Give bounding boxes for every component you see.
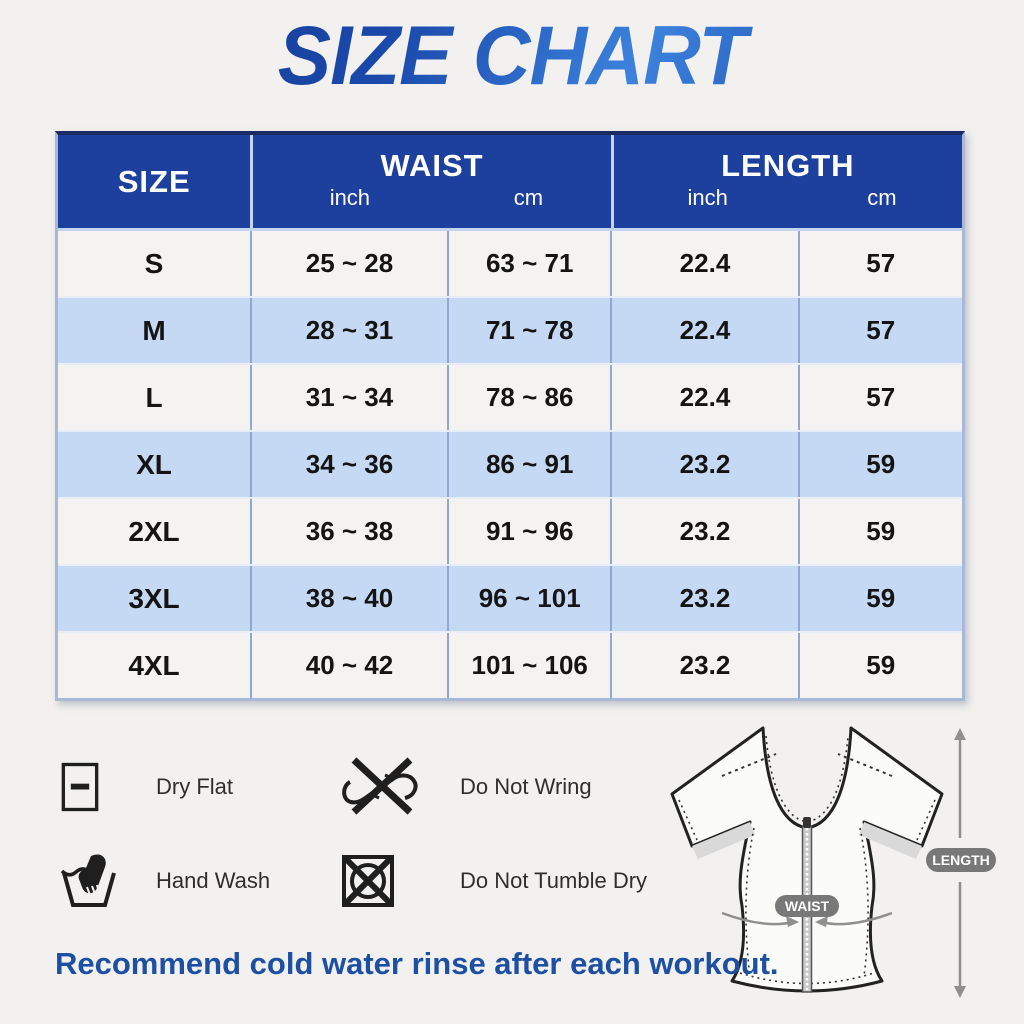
cell-waist-cm: 63 ~ 71 [449,231,610,296]
page-title: SIZE CHART [0,8,1024,104]
length-inch-label: inch [687,185,728,210]
cell-waist-cm: 86 ~ 91 [449,432,610,497]
waist-pill [775,895,839,917]
size-table [55,131,965,701]
do-not-wring-icon [338,754,460,820]
table-row-xl [58,430,962,497]
cell-length-inch: 22.4 [612,231,797,296]
cell-size: 4XL [58,633,250,698]
cell-size: 3XL [58,566,250,631]
cell-waist-inch: 25 ~ 28 [252,231,447,296]
table-row-3xl [58,564,962,631]
column-header-waist [253,135,610,228]
cell-size: XL [58,432,250,497]
table-row-4xl [58,631,962,698]
care-item-dry-flat [60,748,338,826]
cell-size: L [58,365,250,430]
cell-waist-inch: 34 ~ 36 [252,432,447,497]
cell-length-cm: 59 [800,633,962,698]
cell-size: 2XL [58,499,250,564]
length-units-row [614,185,962,211]
length-pill-label: LENGTH [932,852,990,868]
cell-length-inch: 22.4 [612,365,797,430]
table-row-2xl [58,497,962,564]
cell-waist-cm: 101 ~ 106 [449,633,610,698]
cell-length-cm: 59 [800,499,962,564]
waist-inch-label: inch [329,185,371,210]
care-label: Do Not Wring [460,774,592,799]
cell-size: M [58,298,250,363]
cell-length-cm: 59 [800,566,962,631]
column-header-size [58,135,250,228]
cell-length-inch: 23.2 [612,566,797,631]
cell-length-inch: 23.2 [612,633,797,698]
do-not-tumble-dry-icon [338,851,460,911]
size-header-label: SIZE [117,163,191,199]
cell-length-inch: 23.2 [612,499,797,564]
table-body [58,228,962,698]
cell-waist-inch: 38 ~ 40 [252,566,447,631]
table-row-s [58,228,962,296]
dry-flat-icon [60,760,156,814]
footer-note: Recommend cold water rinse after each workout. [55,946,779,981]
care-label: Do Not Tumble Dry [460,868,648,893]
waist-pill-label: WAIST [784,898,830,914]
cell-waist-inch: 31 ~ 34 [252,365,447,430]
cell-waist-cm: 78 ~ 86 [449,365,610,430]
care-item-do-not-tumble-dry [338,842,660,920]
table-row-l [58,363,962,430]
care-item-do-not-wring [338,748,660,826]
cell-waist-inch: 40 ~ 42 [252,633,447,698]
care-label: Dry Flat [156,774,233,799]
cell-length-cm: 57 [800,365,962,430]
cell-waist-inch: 28 ~ 31 [252,298,447,363]
cell-length-cm: 59 [800,432,962,497]
cell-length-inch: 23.2 [612,432,797,497]
cell-length-cm: 57 [800,298,962,363]
waist-header-label: WAIST [380,148,484,183]
column-header-length [614,135,962,228]
care-legend [60,748,660,920]
waist-cm-label: cm [513,185,544,210]
cell-waist-cm: 71 ~ 78 [449,298,610,363]
length-pill [926,848,996,872]
cell-size: S [58,231,250,296]
table-header [58,135,962,228]
length-header-label: LENGTH [721,148,855,183]
cell-waist-cm: 91 ~ 96 [449,499,610,564]
cell-length-inch: 22.4 [612,298,797,363]
hand-wash-icon [60,853,156,909]
table-row-m [58,296,962,363]
cell-waist-inch: 36 ~ 38 [252,499,447,564]
waist-units-row [253,185,610,211]
length-cm-label: cm [867,185,897,210]
cell-waist-cm: 96 ~ 101 [449,566,610,631]
care-label: Hand Wash [156,868,271,893]
care-item-hand-wash [60,842,338,920]
cell-length-cm: 57 [800,231,962,296]
